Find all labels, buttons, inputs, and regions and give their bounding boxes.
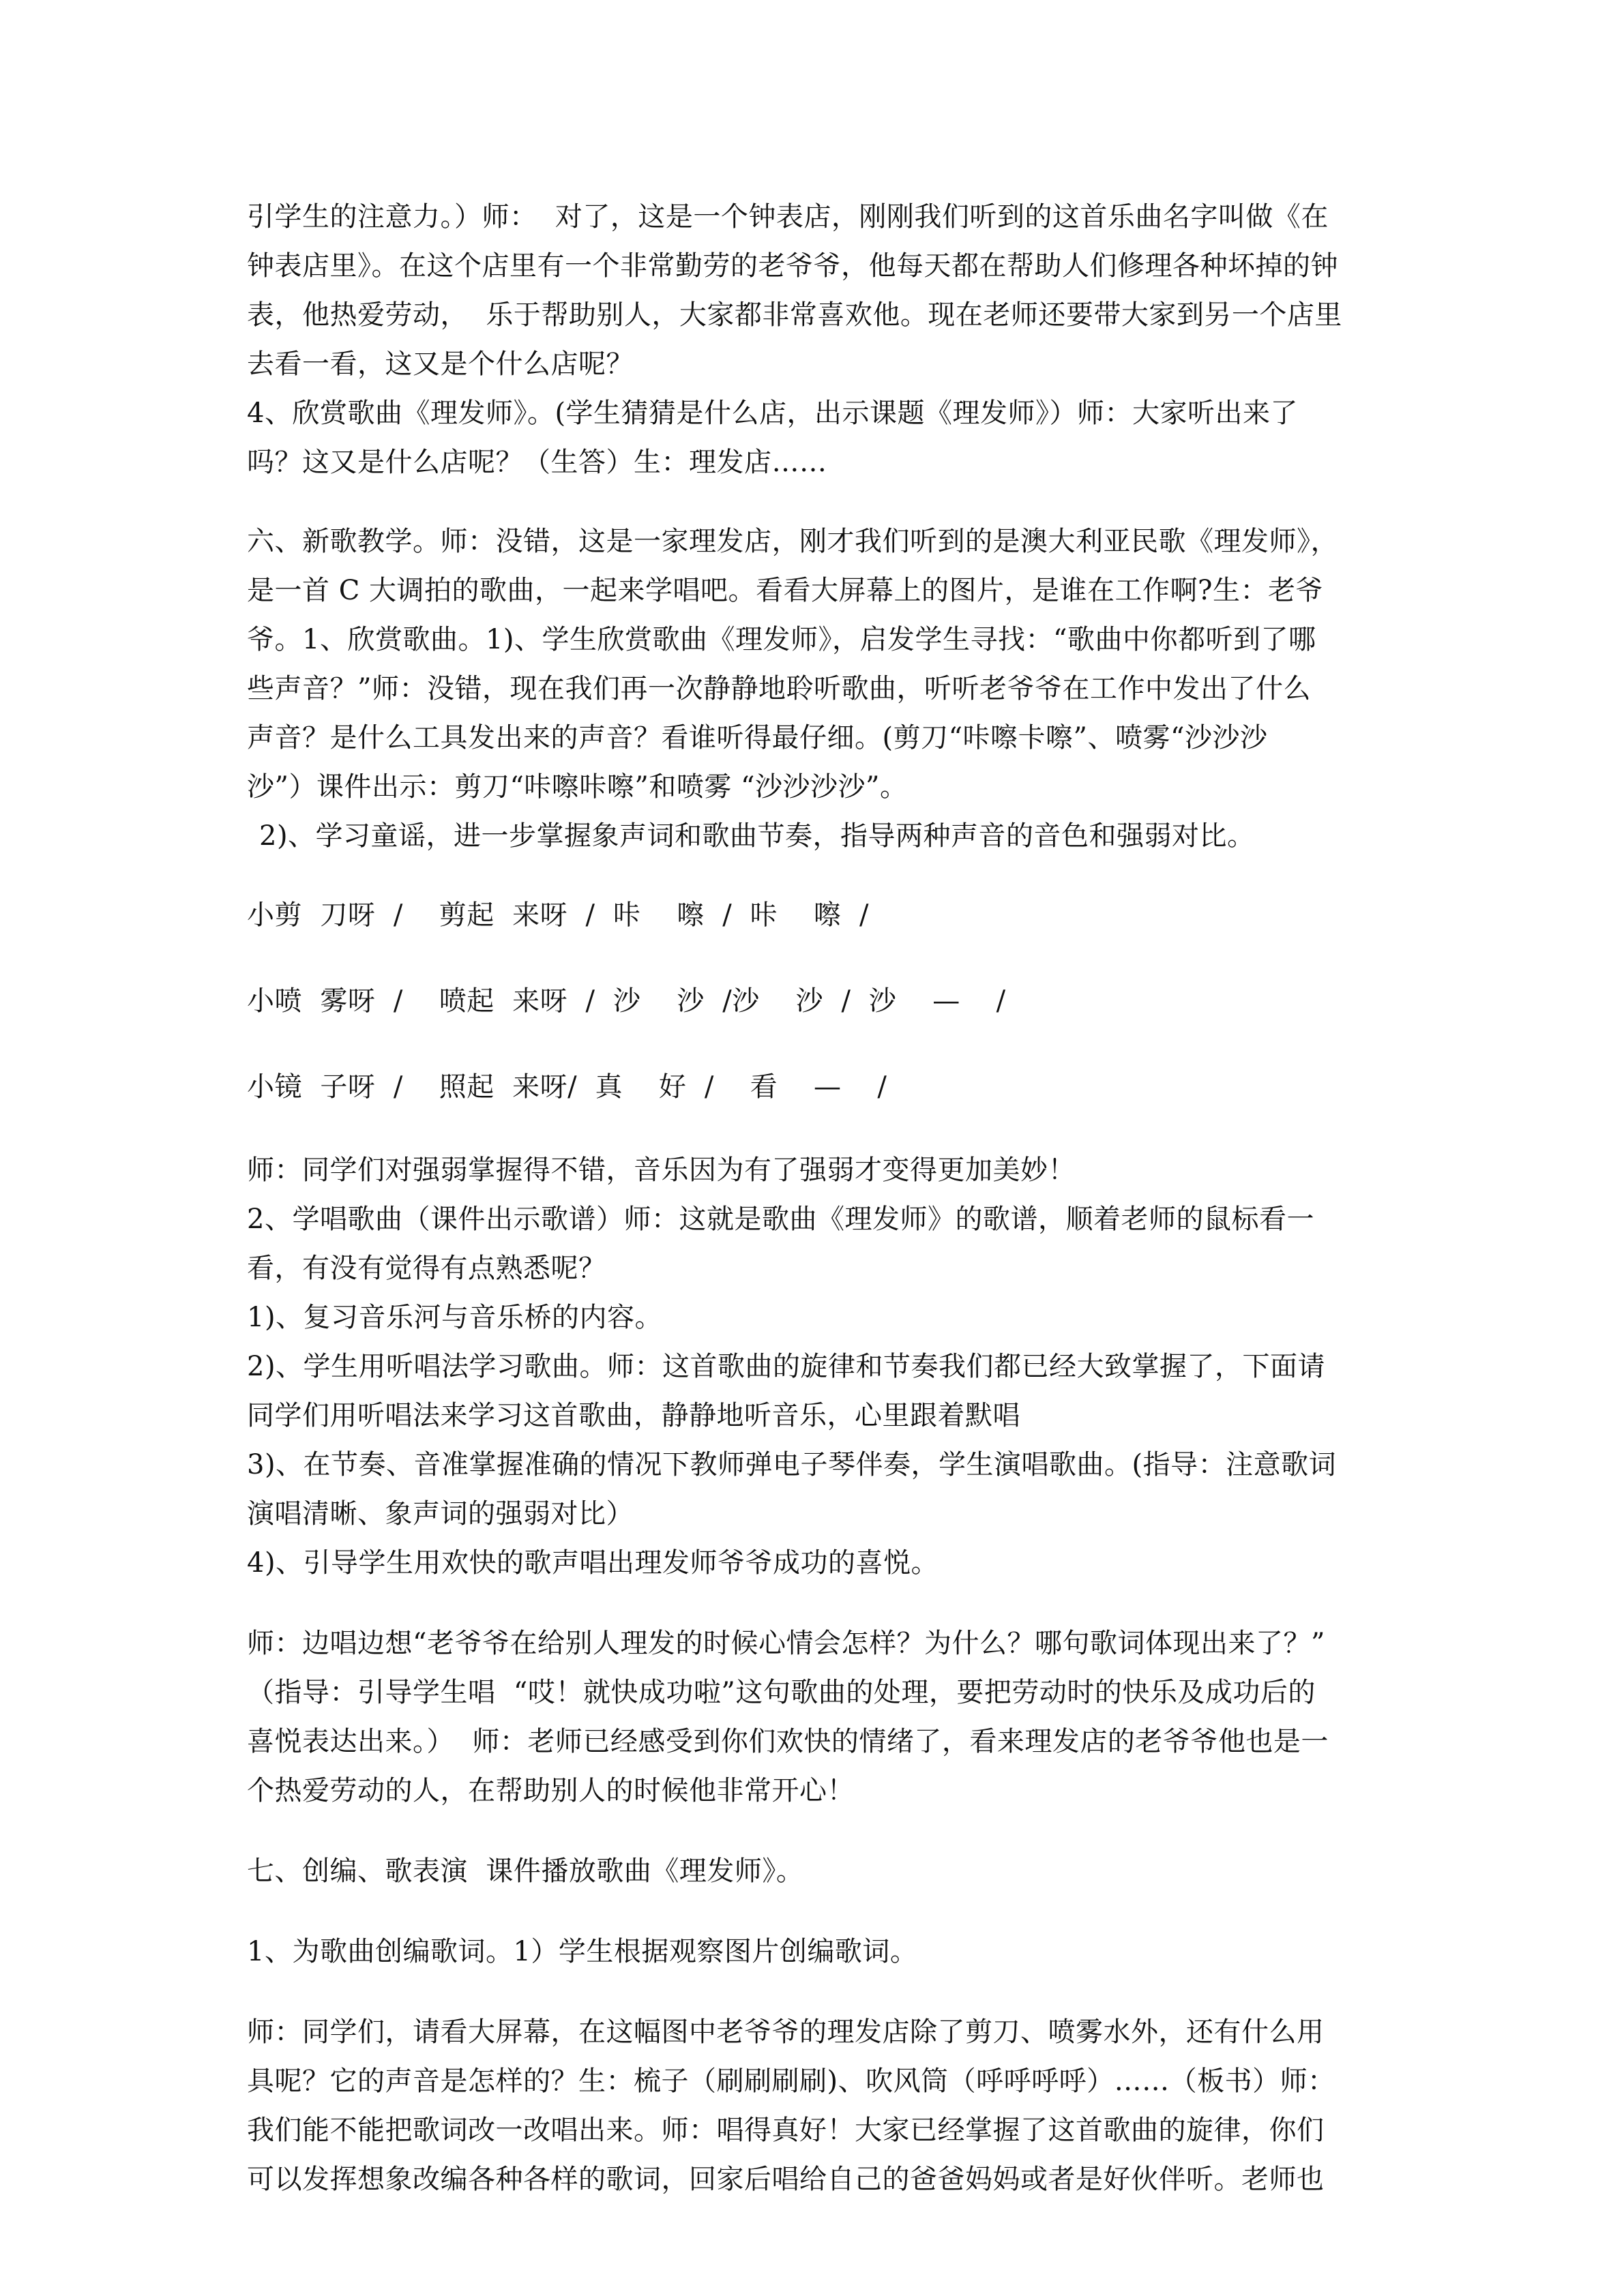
text-line: 声音？是什么工具发出来的声音？看谁听得最仔细。(剪刀“咔嚓卡嚓”、喷雾“沙沙沙 <box>247 722 1268 754</box>
text-line: 沙”）课件出示：剪刀“咔嚓咔嚓”和喷雾 “沙沙沙沙”。 <box>247 771 908 803</box>
text-line: 是一首 C 大调拍的歌曲，一起来学唱吧。看看大屏幕上的图片，是谁在工作啊?生：老爷 <box>247 575 1323 606</box>
text-line: 个热爱劳动的人，在帮助别人的时候他非常开心！ <box>247 1775 855 1806</box>
text-line: 1、为歌曲创编歌词。1）学生根据观察图片创编歌词。 <box>247 1936 918 1967</box>
text-line: （指导：引导学生唱 “哎！就快成功啦”这句歌曲的处理，要把劳动时的快乐及成功后的 <box>247 1677 1316 1708</box>
text-line: 钟表店里》。在这个店里有一个非常勤劳的老爷爷，他每天都在帮助人们修理各种坏掉的钟 <box>247 250 1338 282</box>
text-line: 同学们用听唱法来学习这首歌曲，静静地听音乐，心里跟着默唱 <box>247 1400 1020 1431</box>
text-line: 引学生的注意力。）师： 对了，这是一个钟表店，刚刚我们听到的这首乐曲名字叫做《在 <box>247 201 1329 233</box>
rhyme-line: 小镜 子呀 / 照起 来呀/ 真 好 / 看 — / <box>247 1071 887 1103</box>
text-line: 1)、复习音乐河与音乐桥的内容。 <box>247 1302 663 1333</box>
text-line: 表，他热爱劳动， 乐于帮助别人，大家都非常喜欢他。现在老师还要带大家到另一个店里 <box>247 299 1342 331</box>
rhyme-line: 小剪 刀呀 / 剪起 来呀 / 咔 嚓 / 咔 嚓 / <box>247 899 869 931</box>
text-line: 可以发挥想象改编各种各样的歌词，回家后唱给自己的爸爸妈妈或者是好伙伴听。老师也 <box>247 2164 1325 2195</box>
text-line: 师：同学们对强弱掌握得不错，音乐因为有了强弱才变得更加美妙！ <box>247 1154 1076 1186</box>
text-line: 4)、引导学生用欢快的歌声唱出理发师爷爷成功的喜悦。 <box>247 1547 939 1579</box>
text-line: 具呢？它的声音是怎样的？生：梳子（刷刷刷刷)、吹风筒（呼呼呼呼）……（板书）师： <box>247 2066 1335 2097</box>
text-line: 师：边唱边想“老爷爷在给别人理发的时候心情会怎样？为什么？哪句歌词体现出来了？” <box>247 1628 1325 1659</box>
rhyme-line: 小喷 雾呀 / 喷起 来呀 / 沙 沙 /沙 沙 / 沙 — / <box>247 985 1006 1017</box>
text-line: 爷。1、欣赏歌曲。1)、学生欣赏歌曲《理发师》，启发学生寻找：“歌曲中你都听到了哪 <box>247 624 1316 655</box>
text-line: 去看一看，这又是个什么店呢？ <box>247 348 634 380</box>
text-line: 4、欣赏歌曲《理发师》。(学生猜猜是什么店，出示课题《理发师》）师：大家听出来了 <box>247 398 1299 429</box>
text-line: 我们能不能把歌词改一改唱出来。师：唱得真好！大家已经掌握了这首歌曲的旋律，你们 <box>247 2115 1325 2146</box>
text-line: 师：同学们，请看大屏幕，在这幅图中老爷爷的理发店除了剪刀、喷雾水外，还有什么用 <box>247 2016 1325 2048</box>
text-line: 演唱清晰、象声词的强弱对比） <box>247 1498 634 1530</box>
text-line: 看，有没有觉得有点熟悉呢？ <box>247 1253 606 1284</box>
section-heading: 七、创编、歌表演 课件播放歌曲《理发师》。 <box>247 1855 804 1887</box>
text-line: 3)、在节奏、音准掌握准确的情况下教师弹电子琴伴奏，学生演唱歌曲。(指导：注意歌词 <box>247 1449 1337 1480</box>
text-line: 2)、学生用听唱法学习歌曲。师：这首歌曲的旋律和节奏我们都已经大致掌握了，下面请 <box>247 1351 1326 1382</box>
text-line: 喜悦表达出来。） 师：老师已经感受到你们欢快的情绪了，看来理发店的老爷爷他也是一 <box>247 1726 1329 1757</box>
text-line: 些声音？”师：没错，现在我们再一次静静地聆听歌曲，听听老爷爷在工作中发出了什么 <box>247 673 1311 704</box>
text-line: 2、学唱歌曲（课件出示歌谱）师：这就是歌曲《理发师》的歌谱，顺着老师的鼠标看一 <box>247 1204 1314 1235</box>
text-line: 2)、学习童谣，进一步掌握象声词和歌曲节奏，指导两种声音的音色和强弱对比。 <box>259 820 1255 852</box>
text-line: 吗？这又是什么店呢？（生答）生：理发店…… <box>247 447 827 478</box>
text-line: 六、新歌教学。师：没错，这是一家理发店，刚才我们听到的是澳大利亚民歌《理发师》， <box>247 526 1338 557</box>
